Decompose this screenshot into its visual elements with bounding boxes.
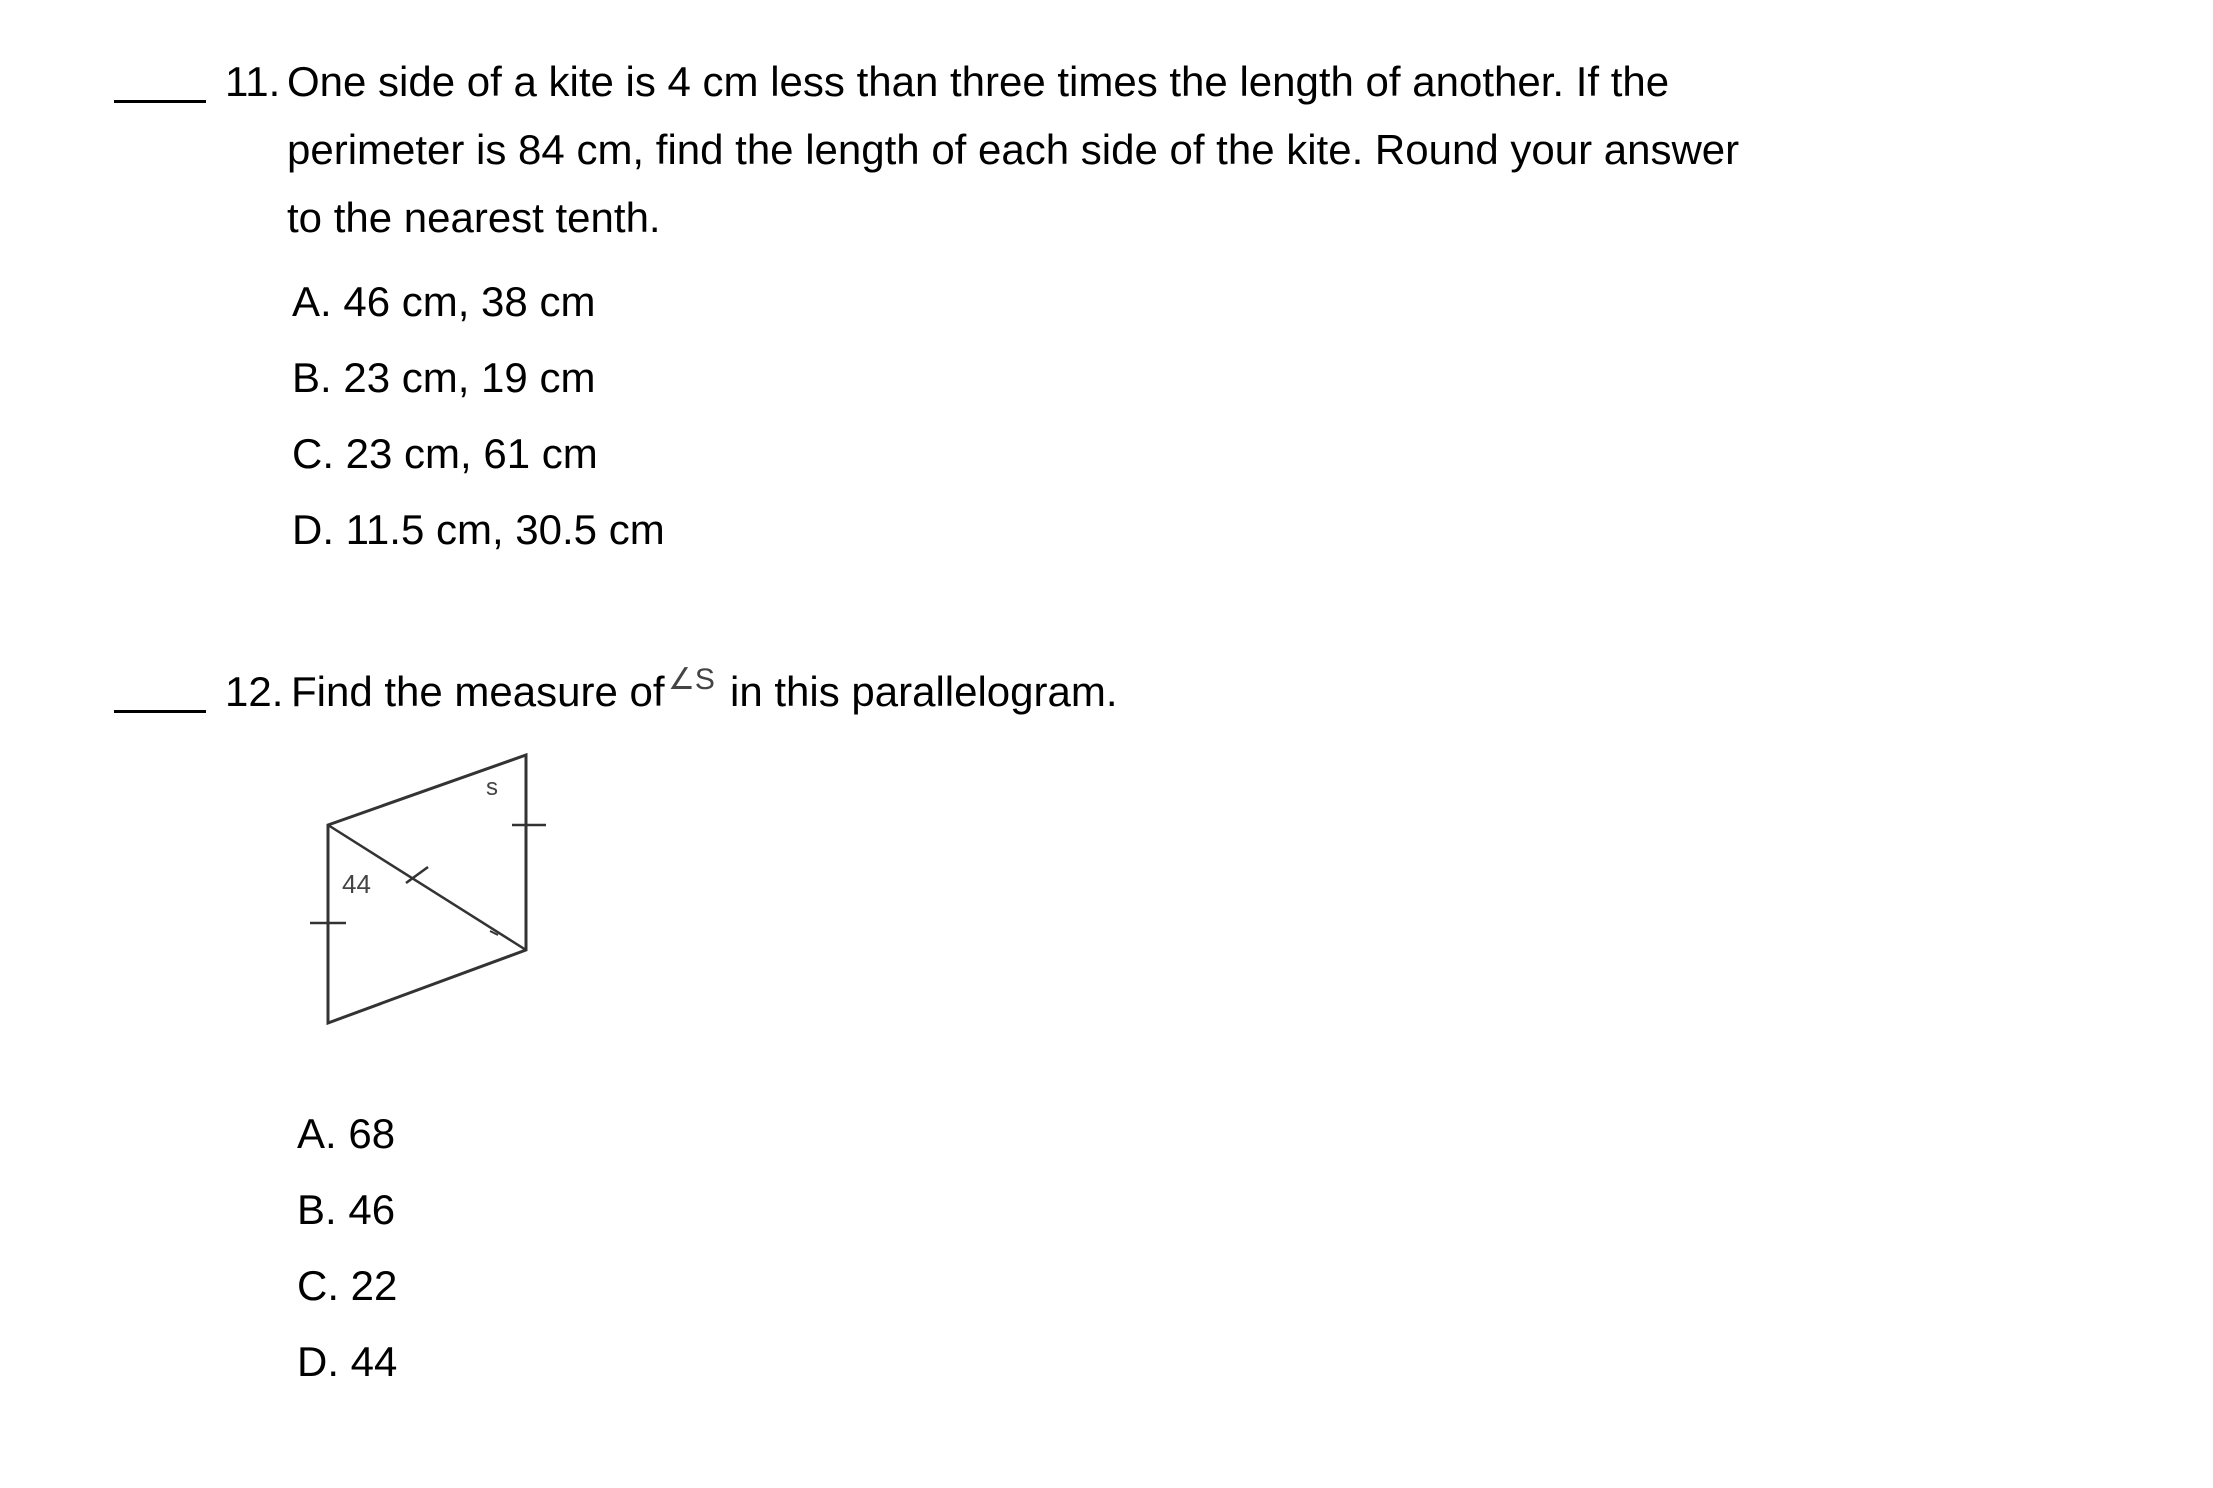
q12-option-d[interactable]: D. 44 bbox=[297, 1338, 398, 1385]
question-12-number: 12. bbox=[225, 668, 284, 715]
question-11-line-2: perimeter is 84 cm, find the length of each side of the kite. Round your answer bbox=[287, 126, 1740, 173]
question-11-line-1: One side of a kite is 4 cm less than three times the length of another. If the bbox=[287, 58, 1670, 105]
q11-option-d[interactable]: D. 11.5 cm, 30.5 cm bbox=[292, 506, 665, 553]
q11-option-a[interactable]: A. 46 cm, 38 cm bbox=[292, 278, 596, 325]
angle-label-s: s bbox=[486, 774, 498, 801]
answer-blank-q12[interactable] bbox=[114, 710, 206, 713]
question-12-text-after: in this parallelogram. bbox=[730, 668, 1118, 715]
question-11-number: 11. bbox=[225, 58, 281, 105]
q12-option-b[interactable]: B. 46 bbox=[297, 1186, 396, 1233]
answer-blank-q11[interactable] bbox=[114, 100, 206, 103]
q11-option-b[interactable]: B. 23 cm, 19 cm bbox=[292, 354, 596, 401]
q12-option-c[interactable]: C. 22 bbox=[297, 1262, 398, 1309]
question-11-line-3: to the nearest tenth. bbox=[287, 194, 661, 241]
q11-option-c[interactable]: C. 23 cm, 61 cm bbox=[292, 430, 598, 477]
angle-label-44: 44 bbox=[342, 869, 371, 899]
q12-option-a[interactable]: A. 68 bbox=[297, 1110, 396, 1157]
question-12-text-before: Find the measure of bbox=[291, 668, 665, 715]
parallelogram-figure bbox=[300, 745, 560, 1035]
angle-s-symbol: ∠S bbox=[668, 663, 715, 696]
